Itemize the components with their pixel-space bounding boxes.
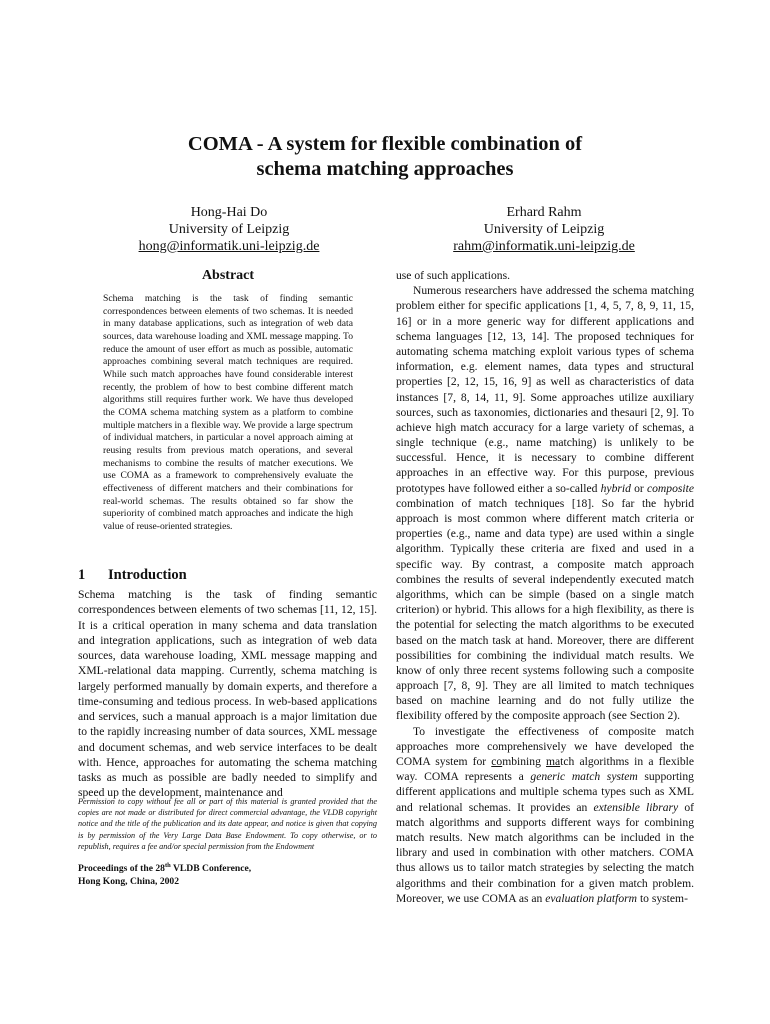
section-number: 1 [78, 567, 86, 583]
emphasis-extensible-library: extensible library [593, 800, 679, 814]
text-run: tch algorithms in a flexible way. COMA represents a [396, 755, 695, 784]
text-run: to system- [637, 891, 688, 905]
text-run: supporting different applications and multiple schema types such as XML and relational schemas. It provides an [396, 770, 694, 814]
text-run: To investigate the effectiveness of composite match approaches more comprehensively we have developed the COMA system for [396, 724, 694, 768]
author-email-link[interactable]: hong@informatik.uni-leipzig.de [138, 239, 320, 254]
text-run: of match algorithms and supports different ways for combining match results. New match algorithms can be included in the library and used in combination with other matchers. COMA thus allows us to tailor match strategies by selecting the match algorithms and their combination for a given match problem. Moreover, we use COMA as an [396, 800, 694, 905]
emphasis-hybrid: hybrid [600, 481, 631, 495]
author-name: Hong-Hai Do [190, 205, 268, 220]
section-heading-introduction [78, 567, 187, 584]
abstract-text: Schema matching is the task of finding semantic correspondences between elements of two schemas. It is needed in many database applications, such as integration of web data sources, data warehouse loading and XML message mapping. To reduce the amount of user effort as much as possible, automatic approaches combining several match techniques are required. While such match approaches have found considerable interest recently, the problem of how to best combine different match algorithms still requires further work. We have thus developed the COMA schema matching system as a platform to combine multiple matchers in a flexible way. We provide a large spectrum of individual matchers, in particular a novel approach aiming at reusing results from previous match operations, and several mechanisms to combine the results of matcher executions. We use COMA as a framework to comprehensively evaluate the effectiveness of different matchers and their combinations for real-world schemas. The results obtained so far show the superiority of combined match approaches and indicate the high value of reuse-oriented strategies. [103, 293, 353, 532]
paper-title-line-2: schema matching approaches [256, 158, 514, 180]
text-run: combination of match techniques [18]. So far the hybrid approach is most common where different match criteria or properties (e.g., name and data type) are used within a single algorithm. Typically these criteria are fixed and used in a specific way. By contrast, a composite match approach combines the results of several independently executed match algorithms, which can be simple (based on a single match criterion) or hybrid. This allows for a high flexibility, as there is the potential for selecting the match algorithms to be executed based on the match task at hand. Moreover, there are different possibilities for combining the individual match results. We know of only three recent systems following such a composite approach [7, 8, 9]. They are all limited to match techniques based on machine learning and do not fully utilize the flexibility offered by the composite approach (see Section 2). [396, 496, 694, 723]
proceedings-note [78, 860, 377, 888]
text-run: mbining [502, 755, 546, 768]
introduction-text: Schema matching is the task of finding semantic correspondences between elements of two schemas [11, 12, 15]. It is a critical operation in many schema and data translation and integration applications, such as integration of web data sources, data warehouse loading, XML message mapping and XML-relational data mapping. Currently, schema matching is largely performed manually by domain experts, and therefore a time-consuming and tedious process. In web-based applications and services, such a manual approach is a major limitation due to the rapidly increasing number of data sources, XML message and document schemas, and web service interfaces to be dealt with. Hence, approaches for automating the schema matching tasks as much as possible are badly needed to simplify and speed up the development, maintenance and [78, 588, 377, 800]
underlined-co: co [491, 755, 503, 768]
emphasis-generic-match-system: generic match system [530, 770, 638, 784]
author-email-link[interactable]: rahm@informatik.uni-leipzig.de [453, 239, 635, 254]
author-block-1 [99, 204, 359, 255]
proceedings-line-2: Hong Kong, China, 2002 [78, 875, 180, 887]
abstract-heading: Abstract [201, 268, 255, 283]
right-column [396, 268, 694, 906]
text-run: Numerous researchers have addressed the schema matching problem either for specific applications [1, 4, 5, 7, 8, 9, 11, 15, 16] or in a more generic way for different applications and schema languages [12, 13, 14]. The proposed techniques for automating schema matching exploit various types of schema information, e.g. element names, data types and structural properties [2, 12, 15, 16, 9] as well as characteristics of data instances [7, 8, 14, 11, 9]. Some approaches utilize auxiliary sources, such as taxonomies, dictionaries and thesauri [2, 9]. To achieve high match accuracy for a large variety of schemas, a single technique (e.g., name matching) is unlikely to be successful. Hence, it is necessary to combine different approaches in an effective way. For this purpose, previous prototypes have followed either a so-called [396, 284, 694, 495]
emphasis-evaluation-platform: evaluation platform [545, 891, 638, 905]
paper-title-line-1: COMA - A system for flexible combination of [187, 133, 583, 155]
author-name: Erhard Rahm [506, 205, 582, 220]
proceedings-ordinal: th [164, 862, 171, 869]
author-block-2 [414, 204, 674, 255]
proceedings-line-1-post: VLDB Conference, [170, 863, 252, 875]
emphasis-composite: composite [646, 481, 694, 495]
author-affiliation: University of Leipzig [483, 222, 605, 237]
proceedings-line-1-pre: Proceedings of the 28 [78, 863, 165, 875]
underlined-ma: ma [546, 755, 561, 768]
paragraph-related-work [396, 283, 694, 723]
text-run: or [630, 481, 647, 495]
copyright-footnote: Permission to copy without fee all or part of this material is granted provided that the copies are not made or distributed for direct commercial advantage, the VLDB copyright notice and the title of the publication and its date appear, and notice is given that copying is by permission of the Very Large Data Base Endowment. To copy otherwise, or to republish, requires a fee and/or special permission from the Endowment [78, 797, 377, 851]
author-affiliation: University of Leipzig [168, 222, 290, 237]
section-title: Introduction [108, 567, 187, 583]
paragraph-coma-system [396, 724, 694, 906]
paragraph-continuation: use of such applications. [396, 269, 510, 282]
